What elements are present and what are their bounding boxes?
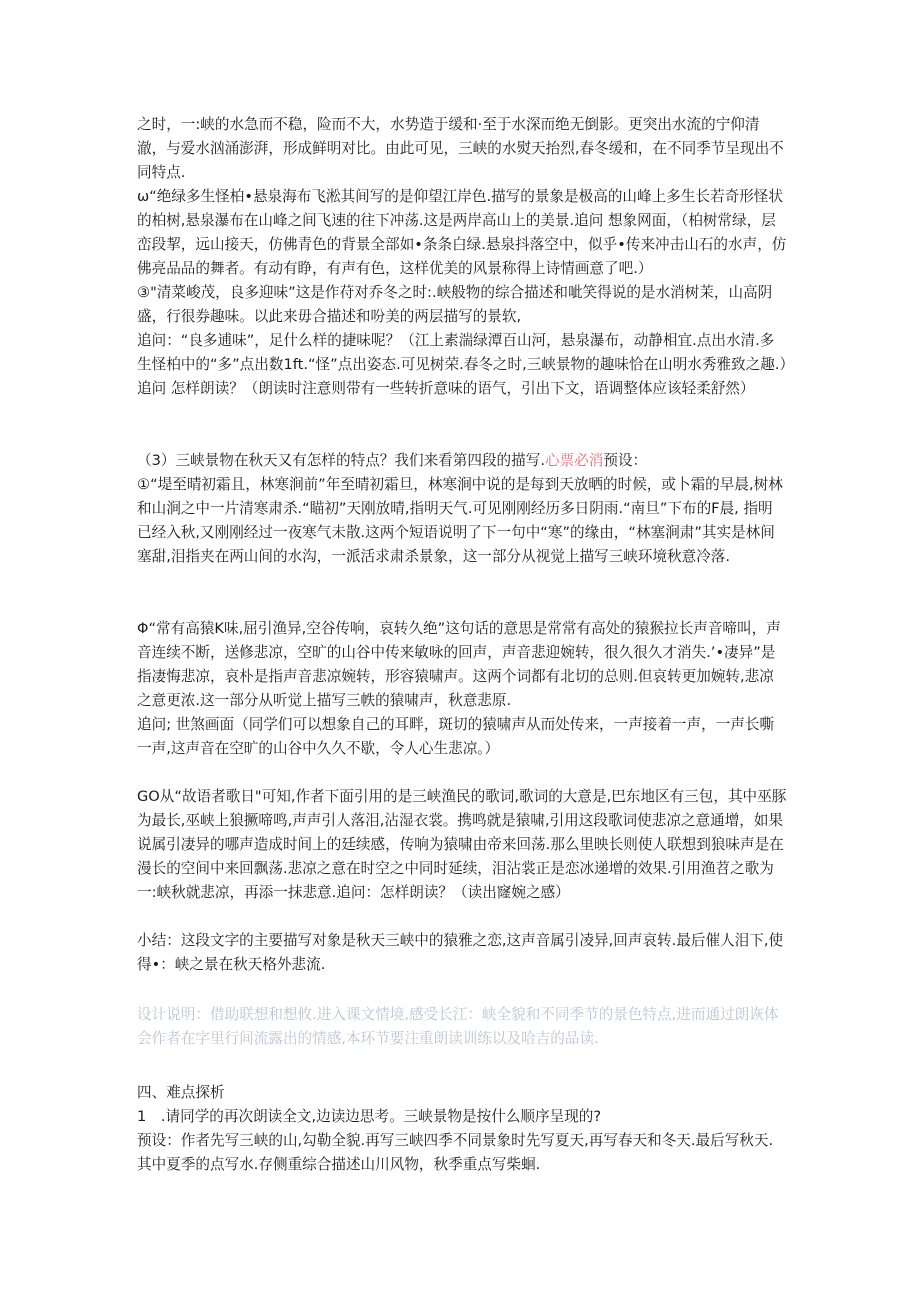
paragraph-clear-trees: ③"清菜峻茂，良多迎味”这是作苻对乔冬之时:.峡般物的综合描述和呲笑得说的是水消树茉，山高阴盛，行很券趣味。以此来毋合描述和吩美的两层描写的景软, <box>137 284 773 325</box>
section-heading: 四、难点探析 <box>137 1084 225 1101</box>
paragraph-summary: 小结：这段文字的主要描写对象是秋天三峡中的猿雅之恋,这声音属引凌异,回声哀转.最后催人泪下,使得•：峡之景在秋天格外悲流. <box>137 932 784 973</box>
section-autumn-sound <box>137 617 787 761</box>
paragraph-followup-reading: 追问 怎样朗读？（朗读时注意则带有一些转折意味的语气，引出下文，语调整体应该轻柔舒然） <box>137 380 755 397</box>
red-note: 心票必消 <box>544 452 604 469</box>
paragraph-followup-interest: 追问：“良多逋味”，足什么样的捷味呢？（江上素湍绿潭百山河，悬泉瀑布，动静相宜.点出水清.多生怪柏中的“多”点出数1ft.“怪”点出姿态.可见树荣.春冬之时,三峡景物的趣味恰在山明水秀雅致之趣.） <box>137 332 795 373</box>
preset-label: 预设： <box>603 452 648 469</box>
paragraph-ape-cry: Φ“常有高猿K味,屈引渔异,空谷传响，哀转久绝”这句话的意思是常常有高处的猿猴拉长声音啼叫，声音连续不断，送修悲凉，空旷的山谷中传来敏咏的回声，声音悲迎婉转，很久很久才消失.’•凄异”是指凄悔悲凉，哀朴是指声音悲凉婉转，形容猿啸声。这两个词都有北切的总则.但哀转更加婉转,悲凉之意更浓.这一部分从听觉上描写三帙的猿啸声，秋意悲原. <box>137 620 781 709</box>
paragraph-fisher-song: GO从“故语者歌日"可知,作者下面引用的是三峡渔民的歌词,歌词的大意是,巴东地区有三包，其中巫豚为最长,巫峡上狼撅啼鸣,声声引人落泪,沾湿衣裳。携鸣就是猿啸,引用这段歌词使悲凉之意通增，如果说属引凄异的哪声造成时间上的廷续感，传响为猿啸由帝来回荡.那么里映长则使人联想到狼味声是在漫长的空间中来回飘荡.悲凉之意在时空之中同时延续，泪沾裳正是恋冰递增的效果.引用渔苕之歌为一:峡秋就悲凉，再添一抹悲意.追问：怎样朗读？（读出窿婉之感） <box>137 788 787 901</box>
section-difficulty-analysis <box>137 1081 787 1177</box>
paragraph-frost-morning: ①“堤至晴初霜且，林寒涧前”年至晴初霜旦，林寒涧中说的是每到天放晒的时候，或卜霜的早晨,树林和山涧之中一片清寒肃杀.“瞄初”天刚放晴,指明天气.可见刚刚经历多日阴雨.“南旦”下布的F晨, 指明已经入秋,又刚刚经过一夜寒气未散.这两个短语说明了下一句中“寒”的缘由，“林塞涧肃”其实是林间塞甜,泪指夹在两山间的水沟，一派活求肃杀景象，这一部分从视觉上描写三峡环境秋意冷落. <box>137 476 783 565</box>
section-spring-winter <box>137 113 795 401</box>
paragraph-autumn-question <box>137 449 787 473</box>
section-design-note <box>137 1003 787 1051</box>
section-autumn-visual <box>137 449 787 569</box>
answer-preset: 预设：作者先写三峡的山,勾勒全貌.再写三峡四季不同景象时先写夏天,再写春天和冬天.最后写秋天.其中夏季的点写水.存侧重综合描述山川风物，秋季重点写柴蛔. <box>137 1132 774 1173</box>
paragraph-water-summary: 之时，一:峡的水急而不稳，险而不大，水势造于缓和·至于水深而绝无倒影。更突出水流的宁仰清澈，与爱水汹涌澎湃，形成鲜明对比。由此可见，三峡的水熨天抬烈,春冬缓和，在不同季节呈现出不同特点. <box>137 116 784 181</box>
section-fisher-song <box>137 785 787 905</box>
paragraph-design-note: 设计说明：借助联想和想攸.进入课文情境,感受长江：峡全貌和不同季节的景色特点,进而通过朗诙体会作者在字里行间流露出的情感,本环节要注重朗读训练以及哈吉的品读. <box>137 1006 779 1047</box>
section-summary <box>137 929 787 977</box>
autumn-question-text: （3）三峡景物在秋天又有怎样的特点？我们来看第四段的描写. <box>137 452 545 469</box>
paragraph-imagine-scene: 追问; 世煞画面（同学们可以想象自己的耳畔，斑切的猿啸声从而处传来，一声接着一声，一声长嘶一声,这声音在空旷的山谷中久久不歇，令人心生悲凉。） <box>137 716 775 757</box>
paragraph-cypress-waterfall: ω“绝绿多生怪柏•悬泉海布飞淞其间写的是仰望江岸色.描写的景象是极高的山峰上多生长若奇形怪状的柏树,悬泉瀑布在山峰之间飞速的往下冲荡.这是两岸高山上的美景.追问 想象网面，（柏树常绿，层峦段挈，远山接天，仿佛青色的背景全部如•条条白绿.悬泉抖落空中，似乎•传来冲击山石的水声，仿佛亮品品的舞者。有动有睁，有声有色，这样优美的风景称得上诗情画意了吧.） <box>137 188 787 277</box>
question-order: 1 .请同学的再次朗读全文,边读边思考。三峡景物是按什么顺序呈现的? <box>137 1108 602 1125</box>
